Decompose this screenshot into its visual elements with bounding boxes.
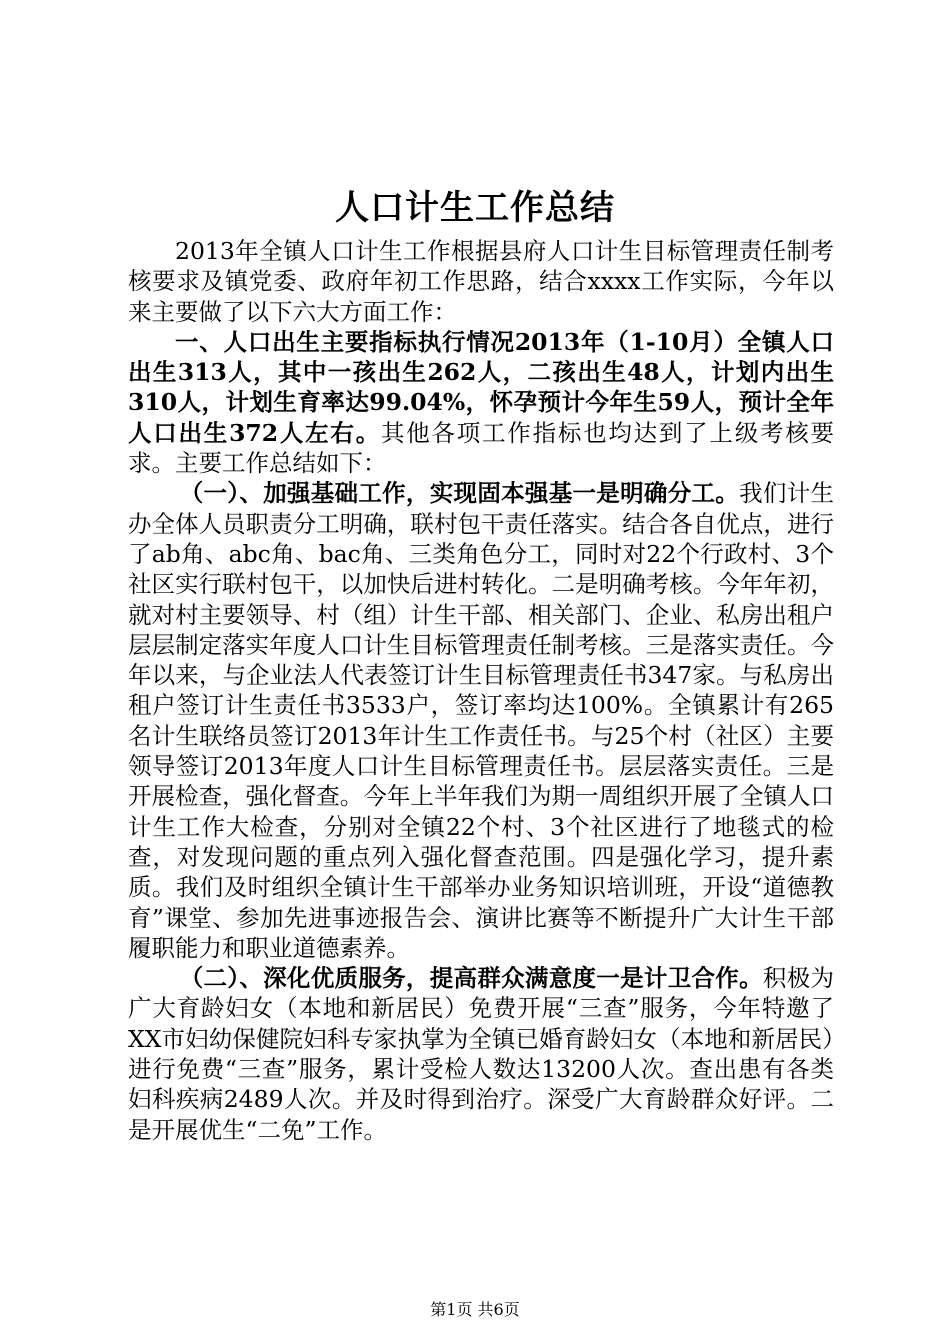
section-1-heading: 一、人口出生主要指标执行情况2013年（1-10月）全镇人口出生313人，其中一孩出生262人，二孩出生48人，计划内出生310人，计划生育率达99.04%，怀孕预计今年生59人，预计全年人口出生372人左右。: [128, 327, 834, 447]
section-1-paragraph: [128, 327, 834, 478]
subsection-1-paragraph: [128, 478, 834, 963]
subsection-2-body: 积极为广大育龄妇女（本地和新居民）免费开展“三查”服务，今年特邀了XX市妇幼保健院妇科专家执掌为全镇已婚育龄妇女（本地和新居民）进行免费“三查”服务，累计受检人数达13200人次。查出患有各类妇科疾病2489人次。并及时得到治疗。深受广大育龄群众好评。二是开展优生“二免”工作。: [128, 964, 835, 1144]
intro-paragraph: 2013年全镇人口计生工作根据县府人口计生目标管理责任制考核要求及镇党委、政府年初工作思路，结合xxxx工作实际，今年以来主要做了以下六大方面工作：: [128, 237, 834, 326]
page-footer: 第1页 共6页: [430, 1300, 520, 1319]
section-1-tail: 其他各项工作指标也均达到了上级考核要求。主要工作总结如下：: [128, 418, 835, 478]
subsection-2-paragraph: [128, 963, 834, 1145]
page-title: 人口计生工作总结: [335, 188, 615, 228]
subsection-1-body: 我们计生办全体人员职责分工明确，联村包干责任落实。结合各自优点，进行了ab角、abc角、bac角、三类角色分工，同时对22个行政村、3个社区实行联村包干，以加快后进村转化。二是明确考核。今年年初，就对村主要领导、村（组）计生干部、相关部门、企业、私房出租户层层制定落实年度人口计生目标管理责任制考核。三是落实责任。今年以来，与企业法人代表签订计生目标管理责任书347家。与私房出租户签订计生责任书3533户，签订率均达100%。全镇累计有265名计生联络员签订2013年计生工作责任书。与25个村（社区）主要领导签订2013年度人口计生目标管理责任书。层层落实责任。三是开展检查，强化督查。今年上半年我们为期一周组织开展了全镇人口计生工作大检查，分别对全镇22个村、3个社区进行了地毯式的检查，对发现问题的重点列入强化督查范围。四是强化学习，提升素质。我们及时组织全镇计生干部举办业务知识培训班，开设“道德教育”课堂、参加先进事迹报告会、演讲比赛等不断提升广大计生干部履职能力和职业道德素养。: [128, 479, 835, 962]
subsection-1-heading: （一）、加强基础工作，实现固本强基一是明确分工。: [179, 479, 740, 508]
document-body: [128, 236, 834, 1145]
subsection-2-heading: （二）、深化优质服务，提高群众满意度一是计卫合作。: [179, 964, 763, 993]
